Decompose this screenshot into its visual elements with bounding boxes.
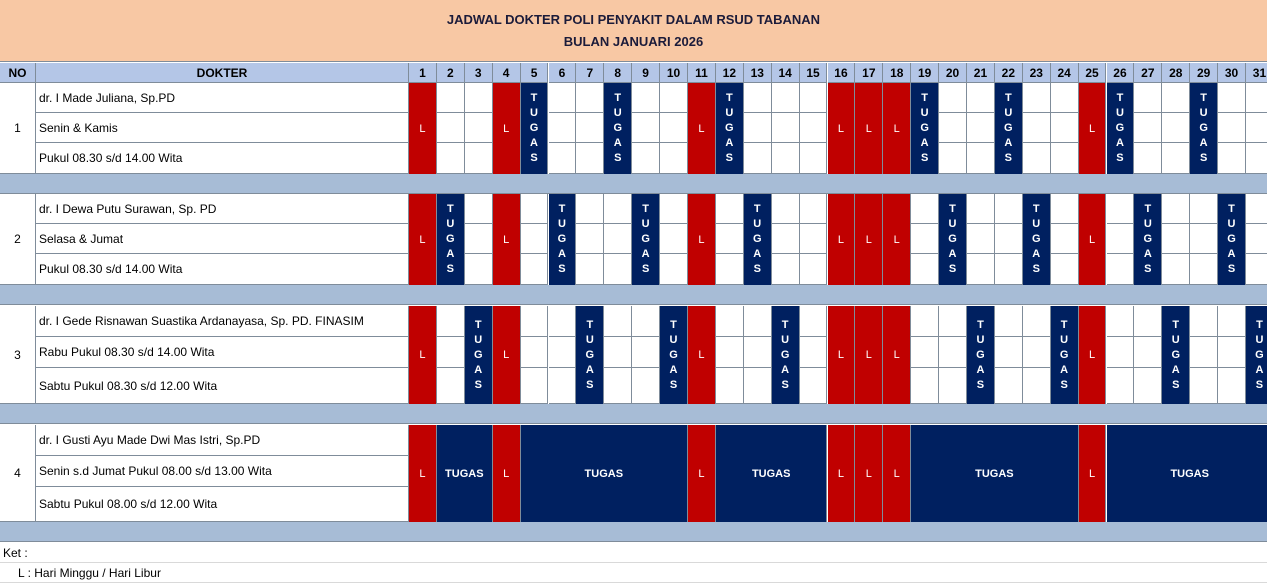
day-cell <box>716 194 744 224</box>
duty-cell <box>1218 194 1246 285</box>
holiday-cell: L <box>688 306 716 404</box>
day-cell <box>716 306 744 337</box>
day-cell <box>1023 83 1051 113</box>
day-cell <box>716 254 744 285</box>
day-cell <box>1023 143 1051 174</box>
day-cell <box>1246 254 1267 285</box>
day-cell <box>716 368 744 404</box>
holiday-cell: L <box>828 83 856 174</box>
header-day: 9 <box>632 63 660 83</box>
header-day: 8 <box>604 63 632 83</box>
header-day: 18 <box>883 63 911 83</box>
header-no: NO <box>0 63 36 83</box>
title-block <box>0 0 1267 62</box>
day-cell <box>1162 194 1190 224</box>
holiday-cell: L <box>883 306 911 404</box>
duty-cell <box>632 194 660 285</box>
day-cell <box>632 306 660 337</box>
duty-cell <box>576 306 604 404</box>
holiday-cell: L <box>1079 425 1107 522</box>
day-cell <box>521 306 549 337</box>
duty-label: T U G A S <box>446 203 455 275</box>
day-cell <box>744 306 772 337</box>
day-cell <box>1246 143 1267 174</box>
holiday-cell: L <box>493 306 521 404</box>
doctor-name: dr. I Dewa Putu Surawan, Sp. PD <box>36 194 409 224</box>
row-separator <box>0 174 1267 194</box>
duty-label: T U G A S <box>529 92 539 164</box>
header-day: 22 <box>995 63 1023 83</box>
day-cell <box>995 368 1023 404</box>
day-cell <box>660 224 688 254</box>
day-cell <box>1134 368 1162 404</box>
doctor-schedule-line: Senin & Kamis <box>36 113 409 143</box>
day-cell <box>800 254 828 285</box>
day-cell <box>437 368 465 404</box>
day-cell <box>437 337 465 368</box>
day-cell <box>549 368 577 404</box>
duty-span: TUGAS <box>1107 425 1267 522</box>
day-cell <box>1023 113 1051 143</box>
duty-label: T U G A S <box>1115 92 1125 164</box>
day-cell <box>800 368 828 404</box>
header-day: 23 <box>1023 63 1051 83</box>
duty-cell <box>549 194 577 285</box>
day-cell <box>1190 224 1218 254</box>
duty-cell <box>1107 83 1135 174</box>
day-cell <box>1218 337 1246 368</box>
row-separator <box>0 522 1267 542</box>
day-cell <box>632 83 660 113</box>
holiday-cell: L <box>409 425 437 522</box>
day-cell <box>521 254 549 285</box>
day-cell <box>1218 83 1246 113</box>
day-cell <box>1051 194 1079 224</box>
day-cell <box>1051 143 1079 174</box>
day-cell <box>521 368 549 404</box>
day-cell <box>800 224 828 254</box>
holiday-cell: L <box>409 306 437 404</box>
day-cell <box>800 337 828 368</box>
duty-cell <box>1134 194 1162 285</box>
header-day: 16 <box>828 63 856 83</box>
header-day: 14 <box>772 63 800 83</box>
day-cell <box>632 113 660 143</box>
day-cell <box>967 194 995 224</box>
day-cell <box>576 83 604 113</box>
day-cell <box>800 194 828 224</box>
duty-label: T U G A S <box>641 203 650 275</box>
day-cell <box>744 83 772 113</box>
header-day: 31 <box>1246 63 1267 83</box>
day-cell <box>995 224 1023 254</box>
header-day: 11 <box>688 63 716 83</box>
holiday-cell: L <box>1079 306 1107 404</box>
duty-label: T U G A S <box>725 92 734 164</box>
duty-cell <box>995 83 1023 174</box>
day-cell <box>604 368 632 404</box>
day-cell <box>995 337 1023 368</box>
duty-cell <box>521 83 549 174</box>
day-cell <box>1246 83 1267 113</box>
day-cell <box>995 306 1023 337</box>
day-cell <box>1162 113 1190 143</box>
day-cell <box>772 83 800 113</box>
day-cell <box>632 368 660 404</box>
holiday-cell: L <box>828 425 856 522</box>
header-doctor: DOKTER <box>36 63 409 83</box>
day-cell <box>1107 306 1135 337</box>
day-cell <box>604 224 632 254</box>
day-cell <box>939 306 967 337</box>
day-cell <box>939 368 967 404</box>
day-cell <box>660 113 688 143</box>
duty-cell <box>1162 306 1190 404</box>
duty-label: T U G A S <box>1199 92 1208 164</box>
day-cell <box>1162 254 1190 285</box>
day-cell <box>1051 254 1079 285</box>
day-cell <box>1190 254 1218 285</box>
day-cell <box>967 143 995 174</box>
day-cell <box>604 306 632 337</box>
day-cell <box>772 143 800 174</box>
day-cell <box>465 83 493 113</box>
duty-label: T U G A S <box>1171 318 1181 391</box>
holiday-cell: L <box>855 425 883 522</box>
doctor-schedule-line: Pukul 08.30 s/d 14.00 Wita <box>36 143 409 174</box>
day-cell <box>911 337 939 368</box>
duty-label: T U G A S <box>752 203 762 275</box>
duty-cell <box>660 306 688 404</box>
day-cell <box>576 254 604 285</box>
day-cell <box>1190 194 1218 224</box>
header-day: 6 <box>549 63 577 83</box>
day-cell <box>1134 306 1162 337</box>
day-cell <box>800 83 828 113</box>
duty-cell <box>911 83 939 174</box>
day-cell <box>660 83 688 113</box>
day-cell <box>632 143 660 174</box>
day-cell <box>465 224 493 254</box>
header-day: 5 <box>521 63 549 83</box>
day-cell <box>800 306 828 337</box>
notes-heading: Ket : <box>0 543 1267 563</box>
doctor-number: 4 <box>0 425 36 522</box>
header-day: 7 <box>576 63 604 83</box>
day-cell <box>521 194 549 224</box>
day-cell <box>1218 306 1246 337</box>
day-cell <box>437 83 465 113</box>
duty-label: T U G A S <box>920 92 929 164</box>
day-cell <box>437 306 465 337</box>
duty-cell <box>967 306 995 404</box>
day-cell <box>1218 368 1246 404</box>
day-cell <box>576 224 604 254</box>
header-day: 1 <box>409 63 437 83</box>
duty-span: TUGAS <box>716 425 828 522</box>
header-day: 19 <box>911 63 939 83</box>
doctor-schedule-line: Sabtu Pukul 08.00 s/d 12.00 Wita <box>36 487 409 522</box>
day-cell <box>1023 306 1051 337</box>
day-cell <box>1162 224 1190 254</box>
day-cell <box>716 224 744 254</box>
day-cell <box>967 224 995 254</box>
day-cell <box>549 83 577 113</box>
doctor-name: dr. I Made Juliana, Sp.PD <box>36 83 409 113</box>
day-cell <box>1107 368 1135 404</box>
day-cell <box>1023 337 1051 368</box>
duty-label: T U G A S <box>1031 203 1041 275</box>
header-day: 30 <box>1218 63 1246 83</box>
doctor-number: 2 <box>0 194 36 285</box>
duty-cell <box>772 306 800 404</box>
duty-cell <box>1190 83 1218 174</box>
header-day: 24 <box>1051 63 1079 83</box>
day-cell <box>772 113 800 143</box>
day-cell <box>1162 143 1190 174</box>
day-cell <box>995 254 1023 285</box>
holiday-cell: L <box>688 194 716 285</box>
holiday-cell: L <box>883 194 911 285</box>
doctor-schedule-line: Pukul 08.30 s/d 14.00 Wita <box>36 254 409 285</box>
day-cell <box>1134 143 1162 174</box>
day-cell <box>800 143 828 174</box>
holiday-cell: L <box>1079 194 1107 285</box>
duty-label: T U G A S <box>557 203 567 275</box>
duty-cell <box>1023 194 1051 285</box>
header-day: 25 <box>1079 63 1107 83</box>
day-cell <box>1107 337 1135 368</box>
day-cell <box>744 337 772 368</box>
day-cell <box>939 143 967 174</box>
holiday-cell: L <box>493 194 521 285</box>
duty-cell <box>1246 306 1267 404</box>
day-cell <box>939 113 967 143</box>
day-cell <box>1134 337 1162 368</box>
day-cell <box>1134 83 1162 113</box>
day-cell <box>744 368 772 404</box>
day-cell <box>1218 113 1246 143</box>
day-cell <box>437 113 465 143</box>
header-day: 27 <box>1134 63 1162 83</box>
duty-span: TUGAS <box>521 425 688 522</box>
header-day: 13 <box>744 63 772 83</box>
day-cell <box>660 194 688 224</box>
day-cell <box>576 113 604 143</box>
day-cell <box>1023 368 1051 404</box>
doctor-schedule-line: Senin s.d Jumat Pukul 08.00 s/d 13.00 Wita <box>36 456 409 487</box>
header-day: 3 <box>465 63 493 83</box>
duty-cell <box>604 83 632 174</box>
holiday-cell: L <box>493 83 521 174</box>
day-cell <box>465 143 493 174</box>
row-separator <box>0 404 1267 424</box>
duty-cell <box>465 306 493 404</box>
duty-cell <box>1051 306 1079 404</box>
holiday-cell: L <box>855 306 883 404</box>
duty-cell <box>716 83 744 174</box>
doctor-schedule-line: Rabu Pukul 08.30 s/d 14.00 Wita <box>36 337 409 368</box>
day-cell <box>772 224 800 254</box>
day-cell <box>800 113 828 143</box>
holiday-cell: L <box>409 194 437 285</box>
day-cell <box>772 194 800 224</box>
holiday-cell: L <box>828 306 856 404</box>
day-cell <box>939 337 967 368</box>
day-cell <box>437 143 465 174</box>
duty-label: T U G A S <box>473 318 483 391</box>
header-day: 17 <box>855 63 883 83</box>
day-cell <box>1162 83 1190 113</box>
header-day: 4 <box>493 63 521 83</box>
day-cell <box>1190 306 1218 337</box>
day-cell <box>744 113 772 143</box>
header-day: 10 <box>660 63 688 83</box>
day-cell <box>1107 224 1135 254</box>
notes-legend: L : Hari Minggu / Hari Libur <box>0 563 1267 583</box>
day-cell <box>604 254 632 285</box>
doctor-schedule-line: Sabtu Pukul 08.30 s/d 12.00 Wita <box>36 368 409 404</box>
day-cell <box>1246 194 1267 224</box>
day-cell <box>1246 224 1267 254</box>
day-cell <box>967 83 995 113</box>
header-day: 21 <box>967 63 995 83</box>
duty-label: T U G A S <box>1059 318 1069 391</box>
holiday-cell: L <box>493 425 521 522</box>
day-cell <box>911 368 939 404</box>
holiday-cell: L <box>409 83 437 174</box>
day-cell <box>911 254 939 285</box>
row-separator <box>0 285 1267 305</box>
doctor-name: dr. I Gede Risnawan Suastika Ardanayasa, Sp. PD. FINASIM <box>36 306 409 337</box>
doctor-number: 3 <box>0 306 36 404</box>
day-cell <box>660 143 688 174</box>
header-day: 29 <box>1190 63 1218 83</box>
holiday-cell: L <box>855 83 883 174</box>
day-cell <box>1051 83 1079 113</box>
day-cell <box>911 194 939 224</box>
day-cell <box>967 254 995 285</box>
holiday-cell: L <box>828 194 856 285</box>
duty-label: T U G A S <box>1227 203 1236 275</box>
title-line-1: JADWAL DOKTER POLI PENYAKIT DALAM RSUD TABANAN <box>446 11 821 27</box>
duty-label: T U G A S <box>585 318 595 391</box>
duty-cell <box>939 194 967 285</box>
doctor-name: dr. I Gusti Ayu Made Dwi Mas Istri, Sp.PD <box>36 425 409 456</box>
day-cell <box>576 194 604 224</box>
duty-label: T U G A S <box>669 318 678 391</box>
day-cell <box>1218 143 1246 174</box>
day-cell <box>1190 368 1218 404</box>
doctor-number: 1 <box>0 83 36 174</box>
doctor-schedule-line: Selasa & Jumat <box>36 224 409 254</box>
day-cell <box>939 83 967 113</box>
day-cell <box>1107 254 1135 285</box>
header-day: 15 <box>800 63 828 83</box>
holiday-cell: L <box>688 83 716 174</box>
day-cell <box>549 113 577 143</box>
holiday-cell: L <box>1079 83 1107 174</box>
title-line-2: BULAN JANUARI 2026 <box>563 33 704 49</box>
day-cell <box>1246 113 1267 143</box>
header-day: 2 <box>437 63 465 83</box>
day-cell <box>716 337 744 368</box>
duty-label: T U G A S <box>1004 92 1013 164</box>
day-cell <box>660 254 688 285</box>
holiday-cell: L <box>883 83 911 174</box>
day-cell <box>911 306 939 337</box>
header-day: 26 <box>1107 63 1135 83</box>
duty-cell <box>437 194 465 285</box>
day-cell <box>549 337 577 368</box>
holiday-cell: L <box>855 194 883 285</box>
day-cell <box>604 337 632 368</box>
day-cell <box>1190 337 1218 368</box>
day-cell <box>521 337 549 368</box>
day-cell <box>549 306 577 337</box>
duty-label: T U G A S <box>613 92 623 164</box>
header-day: 20 <box>939 63 967 83</box>
duty-label: T U G A S <box>948 203 957 275</box>
day-cell <box>521 224 549 254</box>
holiday-cell: L <box>883 425 911 522</box>
duty-label: T U G A S <box>780 318 790 391</box>
day-cell <box>1134 113 1162 143</box>
duty-span: TUGAS <box>437 425 493 522</box>
day-cell <box>911 224 939 254</box>
day-cell <box>549 143 577 174</box>
day-cell <box>632 337 660 368</box>
day-cell <box>576 143 604 174</box>
day-cell <box>465 113 493 143</box>
header-day: 12 <box>716 63 744 83</box>
day-cell <box>1107 194 1135 224</box>
duty-label: T U G A S <box>1255 318 1264 391</box>
day-cell <box>1051 224 1079 254</box>
day-cell <box>1051 113 1079 143</box>
day-cell <box>772 254 800 285</box>
day-cell <box>744 143 772 174</box>
header-day: 28 <box>1162 63 1190 83</box>
day-cell <box>465 254 493 285</box>
duty-cell <box>744 194 772 285</box>
duty-span: TUGAS <box>911 425 1078 522</box>
holiday-cell: L <box>688 425 716 522</box>
duty-label: T U G A S <box>976 318 985 391</box>
day-cell <box>995 194 1023 224</box>
duty-label: T U G A S <box>1143 203 1153 275</box>
day-cell <box>967 113 995 143</box>
day-cell <box>465 194 493 224</box>
day-cell <box>604 194 632 224</box>
